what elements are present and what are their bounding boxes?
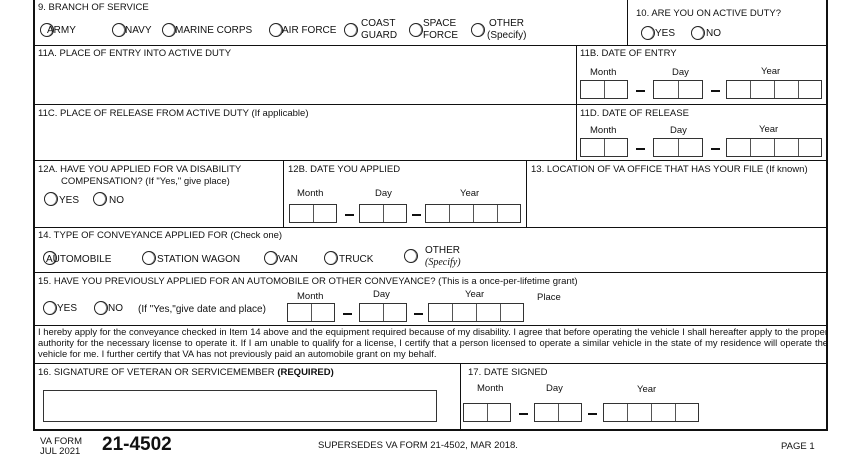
previous-no-radio[interactable]: [94, 301, 108, 315]
release-day-input[interactable]: [653, 138, 703, 157]
va-form-21-4502: [33, 0, 828, 431]
certification-text: I hereby apply for the conveyance checked in Item 14 above and the equipment required because of my disability. I agree that before operating the vehicle I shall hereafter apply to the proper authority for the necessary license to operate it. If I am unable to qualify for a license, I certify that a person licensed to operate a similar vehicle in the state of my residence will operate the vehicle for me. I further certify that VA has not previously paid an automobile grant on my behalf.: [38, 326, 828, 360]
footer-va-form: VA FORM: [40, 436, 83, 447]
specify-label: (Specify): [487, 30, 527, 41]
previous-month-label: Month: [297, 291, 324, 302]
compensation-no-label: NO: [109, 195, 124, 206]
divider: [627, 0, 628, 45]
item17-label: 17. DATE SIGNED: [468, 367, 548, 378]
air-force-radio[interactable]: [269, 23, 283, 37]
signed-month-label: Month: [477, 383, 504, 394]
item16-required: (REQUIRED): [277, 367, 334, 378]
truck-label: TRUCK: [339, 254, 374, 265]
other-branch-radio[interactable]: [471, 23, 485, 37]
previous-place-label: Place: [537, 292, 561, 303]
item12b-label: 12B. DATE YOU APPLIED: [288, 164, 401, 175]
release-year-input[interactable]: [726, 138, 822, 157]
footer-supersedes: SUPERSEDES VA FORM 21-4502, MAR 2018.: [318, 440, 518, 451]
item16-label-text: 16. SIGNATURE OF VETERAN OR SERVICEMEMBER: [38, 367, 275, 378]
release-month-input[interactable]: [580, 138, 628, 157]
item13-label: 13. LOCATION OF VA OFFICE THAT HAS YOUR FILE (If known): [531, 164, 808, 175]
applied-month-input[interactable]: [289, 204, 337, 223]
dash: [636, 148, 645, 150]
truck-radio[interactable]: [324, 251, 338, 265]
force-label: FORCE: [423, 30, 458, 41]
previous-yes-label: YES: [57, 303, 78, 314]
item15-label: 15. HAVE YOU PREVIOUSLY APPLIED FOR AN AUTOMOBILE OR OTHER CONVEYANCE? (This is a once-per-lifetime grant): [38, 276, 578, 287]
release-month-label: Month: [590, 125, 617, 136]
footer-page: PAGE 1: [781, 441, 815, 452]
air-force-label: AIR FORCE: [282, 25, 337, 36]
divider: [526, 160, 527, 227]
dash: [711, 90, 720, 92]
space-force-radio[interactable]: [409, 23, 423, 37]
signed-day-input[interactable]: [534, 403, 582, 422]
station-wagon-radio[interactable]: [142, 251, 156, 265]
applied-year-input[interactable]: [425, 204, 521, 223]
divider: [35, 227, 828, 228]
coast-guard-radio[interactable]: [344, 23, 358, 37]
compensation-yes-label: YES: [59, 195, 80, 206]
previous-year-label: Year: [465, 289, 485, 300]
divider: [460, 363, 461, 431]
divider: [35, 363, 828, 364]
guard-label: GUARD: [361, 30, 398, 41]
entry-year-input[interactable]: [726, 80, 822, 99]
item11a-label: 11A. PLACE OF ENTRY INTO ACTIVE DUTY: [38, 48, 232, 59]
form-number: 21-4502: [102, 434, 172, 455]
previous-day-input[interactable]: [359, 303, 407, 322]
previous-yes-radio[interactable]: [43, 301, 57, 315]
army-label: ARMY: [47, 25, 76, 36]
dash: [414, 313, 423, 315]
previous-no-label: NO: [108, 303, 123, 314]
applied-month-label: Month: [297, 188, 324, 199]
divider: [35, 160, 828, 161]
compensation-yes-radio[interactable]: [44, 192, 58, 206]
applied-year-label: Year: [460, 188, 480, 199]
item12a-label-2: COMPENSATION? (If "Yes," give place): [61, 176, 230, 187]
item12a-label: 12A. HAVE YOU APPLIED FOR VA DISABILITY: [38, 164, 242, 175]
divider: [35, 272, 828, 273]
active-duty-no-radio[interactable]: [691, 26, 705, 40]
dash: [588, 413, 597, 415]
divider: [576, 45, 577, 160]
entry-month-input[interactable]: [580, 80, 628, 99]
divider: [283, 160, 284, 227]
space-label: SPACE: [423, 18, 457, 29]
other-conveyance-label: OTHER: [425, 245, 460, 256]
compensation-no-radio[interactable]: [93, 192, 107, 206]
active-duty-no-label: NO: [706, 28, 721, 39]
other-conveyance-specify: (Specify): [425, 257, 461, 268]
van-label: VAN: [278, 254, 298, 265]
item10-label: 10. ARE YOU ON ACTIVE DUTY?: [636, 8, 782, 19]
signed-month-input[interactable]: [463, 403, 511, 422]
previous-ifyes-label: (If "Yes,"give date and place): [138, 304, 266, 315]
marine-corps-label: MARINE CORPS: [175, 25, 253, 36]
station-wagon-label: STATION WAGON: [157, 254, 241, 265]
item11d-label: 11D. DATE OF RELEASE: [580, 108, 689, 119]
entry-day-input[interactable]: [653, 80, 703, 99]
previous-day-label: Day: [373, 289, 390, 300]
previous-year-input[interactable]: [428, 303, 524, 322]
navy-radio[interactable]: [112, 23, 126, 37]
divider: [35, 45, 828, 46]
item14-label: 14. TYPE OF CONVEYANCE APPLIED FOR (Check one): [38, 230, 283, 241]
item11b-label: 11B. DATE OF ENTRY: [580, 48, 677, 59]
footer-date: JUL 2021: [40, 446, 81, 457]
divider: [35, 104, 828, 105]
signature-input[interactable]: [43, 390, 437, 422]
entry-month-label: Month: [590, 67, 617, 78]
dash: [636, 90, 645, 92]
dash: [412, 214, 421, 216]
coast-label: COAST: [361, 18, 396, 29]
dash: [711, 148, 720, 150]
dash: [343, 313, 352, 315]
marine-corps-radio[interactable]: [162, 23, 176, 37]
signed-year-input[interactable]: [603, 403, 699, 422]
applied-day-input[interactable]: [359, 204, 407, 223]
release-day-label: Day: [670, 125, 687, 136]
van-radio[interactable]: [264, 251, 278, 265]
entry-day-label: Day: [672, 67, 689, 78]
item16-label: [38, 367, 334, 378]
previous-month-input[interactable]: [287, 303, 335, 322]
applied-day-label: Day: [375, 188, 392, 199]
active-duty-yes-label: YES: [655, 28, 676, 39]
dash: [345, 214, 354, 216]
item9-label: 9. BRANCH OF SERVICE: [38, 2, 149, 13]
other-conveyance-radio[interactable]: [404, 249, 418, 263]
release-year-label: Year: [759, 124, 779, 135]
navy-label: NAVY: [125, 25, 152, 36]
item11c-label: 11C. PLACE OF RELEASE FROM ACTIVE DUTY (If applicable): [38, 108, 309, 119]
signed-year-label: Year: [637, 384, 657, 395]
active-duty-yes-radio[interactable]: [641, 26, 655, 40]
dash: [519, 413, 528, 415]
signed-day-label: Day: [546, 383, 563, 394]
entry-year-label: Year: [761, 66, 781, 77]
other-label: OTHER: [489, 18, 524, 29]
automobile-label: AUTOMOBILE: [46, 254, 112, 265]
